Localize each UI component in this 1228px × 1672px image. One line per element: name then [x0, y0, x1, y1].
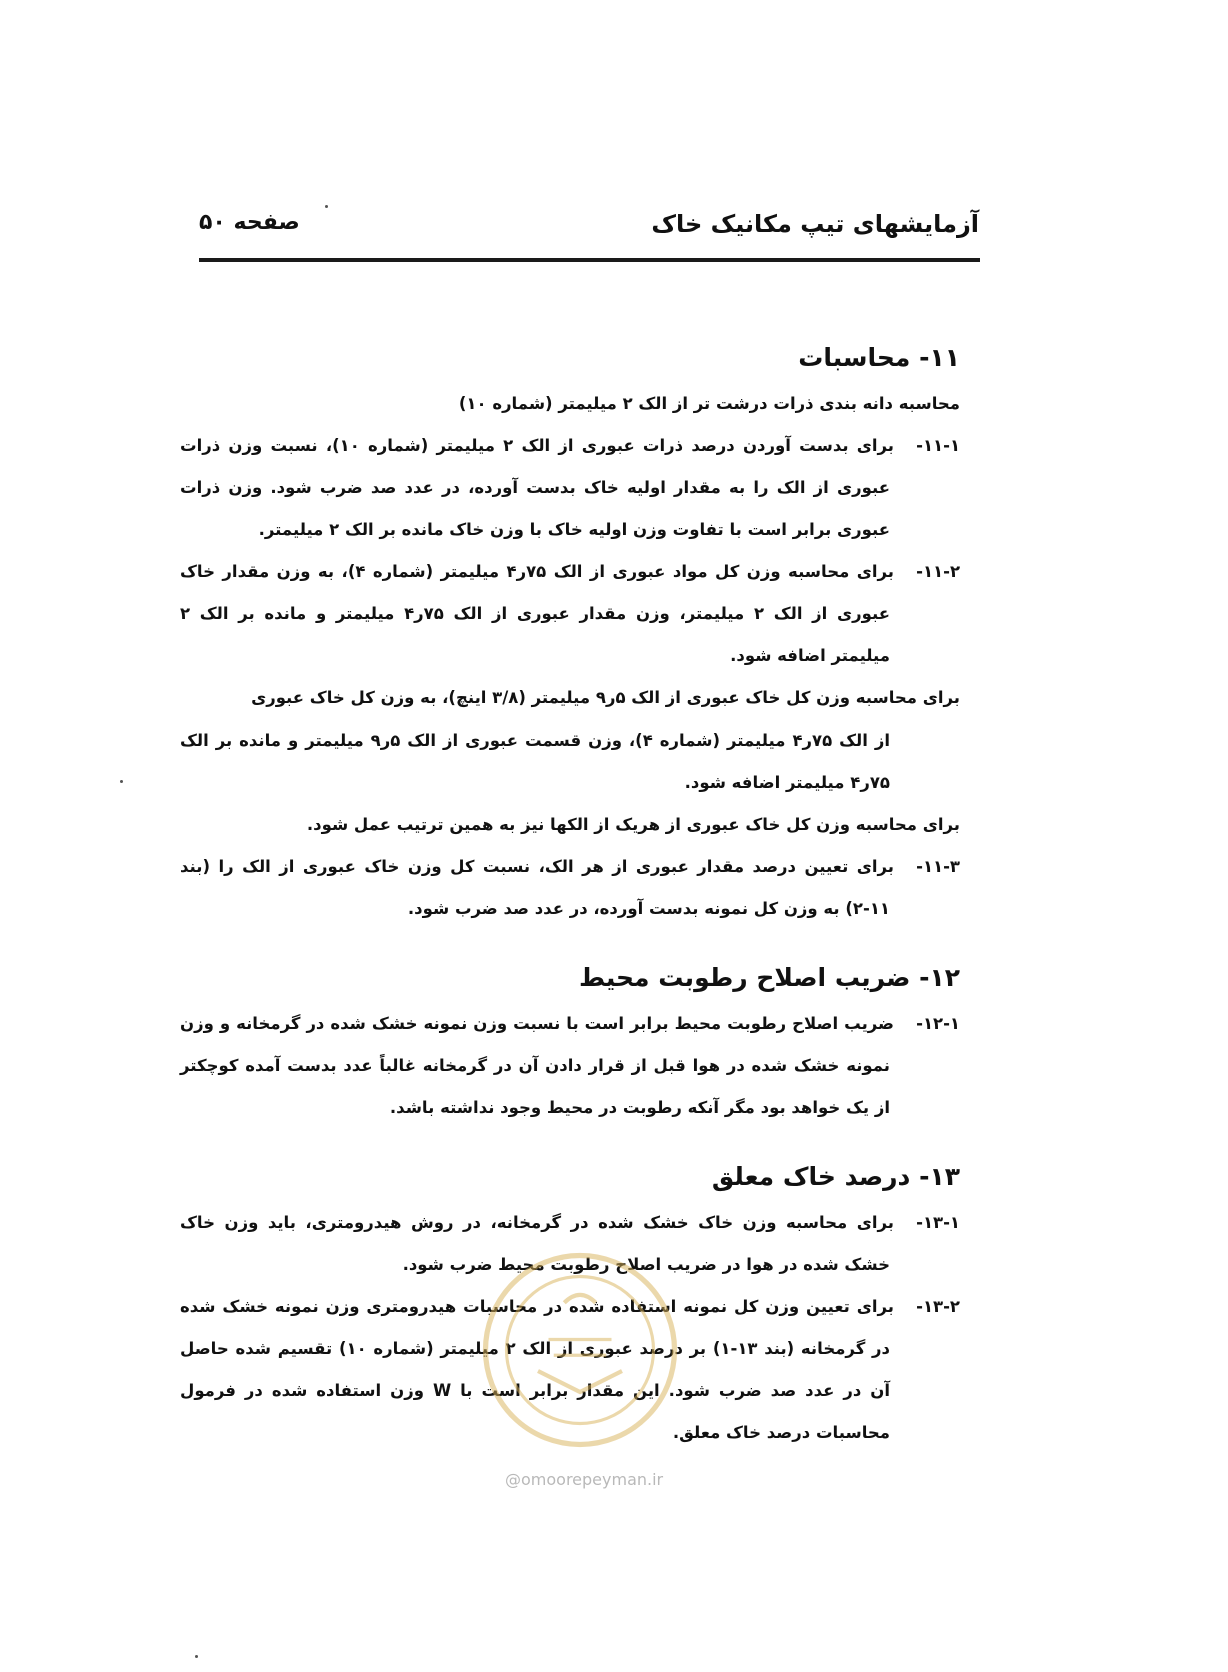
numbered-paragraph — [180, 846, 960, 930]
section-title: ۱۲- ضریب اصلاح رطوبت محیط — [579, 962, 960, 992]
scan-speck — [120, 780, 123, 783]
scan-speck — [195, 1655, 198, 1658]
clause-number: ۱۲-۱- — [916, 1013, 960, 1033]
clause-text: برای تعیین درصد مقدار عبوری از هر الک، نسبت کل وزن خاک عبوری از الک را (بند ۱۱-۲) به وزن کل نمونه بدست آورده، در عدد صد ضرب شود. — [180, 856, 894, 918]
paragraph: محاسبه دانه بندی ذرات درشت تر از الک ۲ میلیمتر (شماره ۱۰) — [458, 394, 960, 413]
book-title: آزمایشهای تیپ مکانیک خاک — [651, 210, 979, 238]
section — [180, 340, 960, 930]
header-rule — [199, 258, 980, 262]
continuation-paragraph: از الک ۷۵ر۴ میلیمتر (شماره ۴)، وزن قسمت عبوری از الک ۵ر۹ میلیمتر و مانده بر الک ۷۵ر۴ میلیمتر اضافه شود. — [180, 730, 890, 792]
clause-number: ۱۱-۲- — [916, 562, 961, 582]
watermark-url: @omoorepeyman.ir — [505, 1470, 664, 1489]
paragraph: برای محاسبه وزن کل خاک عبوری از الک ۵ر۹ میلیمتر (۳/۸ اینچ)، به وزن کل خاک عبوری — [251, 688, 960, 708]
running-header — [199, 210, 979, 250]
clause-text: برای بدست آوردن درصد ذرات عبوری از الک ۲ میلیمتر (شماره ۱۰)، نسبت وزن ذرات عبوری از الک را به مقدار اولیه خاک بدست آورده، در عدد صد ضرب شود. وزن ذرات عبوری برابر است با تفاوت وزن اولیه خاک با وزن خاک مانده بر الک ۲ میلیمتر. — [180, 436, 895, 540]
section-title: ۱۳- درصد خاک معلق — [711, 1162, 960, 1191]
numbered-paragraph — [180, 1003, 960, 1129]
clause-number: ۱۱-۳- — [916, 856, 960, 876]
section — [180, 960, 960, 1129]
clause-number: ۱۳-۲- — [916, 1297, 960, 1317]
scan-speck — [325, 205, 328, 208]
seal-watermark — [475, 1245, 685, 1455]
clause-text: برای تعیین وزن کل نمونه استفاده شده در محاسبات هیدرومتری وزن نمونه خشک شده در گرمخانه (بند ۱۳-۱) بر درصد عبوری از الک ۲ میلیمتر (شماره ۱۰) تقسیم شده حاصل آن در عدد صد ضرب شود. این مقدار برابر است با W وزن استفاده شده در فرمول محاسبات درصد خاک معلق. — [180, 1297, 894, 1443]
section-title: ۱۱- محاسبات — [798, 343, 960, 372]
numbered-paragraph — [180, 425, 960, 551]
clause-text: برای محاسبه وزن خاک خشک شده در گرمخانه، در روش هیدرومتری، باید وزن خاک خشک شده در هوا در ضریب اصلاح رطوبت محیط ضرب شود. — [180, 1213, 894, 1275]
numbered-paragraph — [180, 551, 960, 677]
clause-text: ضریب اصلاح رطوبت محیط برابر است با نسبت وزن نمونه خشک شده در گرمخانه و وزن نمونه خشک شده در هوا قبل از قرار دادن آن در گرمخانه غالباً عدد بدست آمده کوچکتر از یک خواهد بود مگر آنکه رطوبت در محیط وجود نداشته باشد. — [180, 1013, 894, 1117]
clause-text: برای محاسبه وزن کل مواد عبوری از الک ۷۵ر۴ میلیمتر (شماره ۴)، به وزن مقدار خاک عبوری از الک ۲ میلیمتر، وزن مقدار عبوری از الک ۷۵ر۴ میلیمتر و مانده بر الک ۲ میلیمتر اضافه شود. — [180, 562, 895, 666]
clause-number: ۱۱-۱- — [916, 436, 961, 456]
page-number: صفحه ۵۰ — [199, 210, 300, 235]
clause-number: ۱۳-۱- — [916, 1213, 960, 1232]
paragraph: برای محاسبه وزن کل خاک عبوری از هریک از الکها نیز به همین ترتیب عمل شود. — [306, 814, 960, 834]
